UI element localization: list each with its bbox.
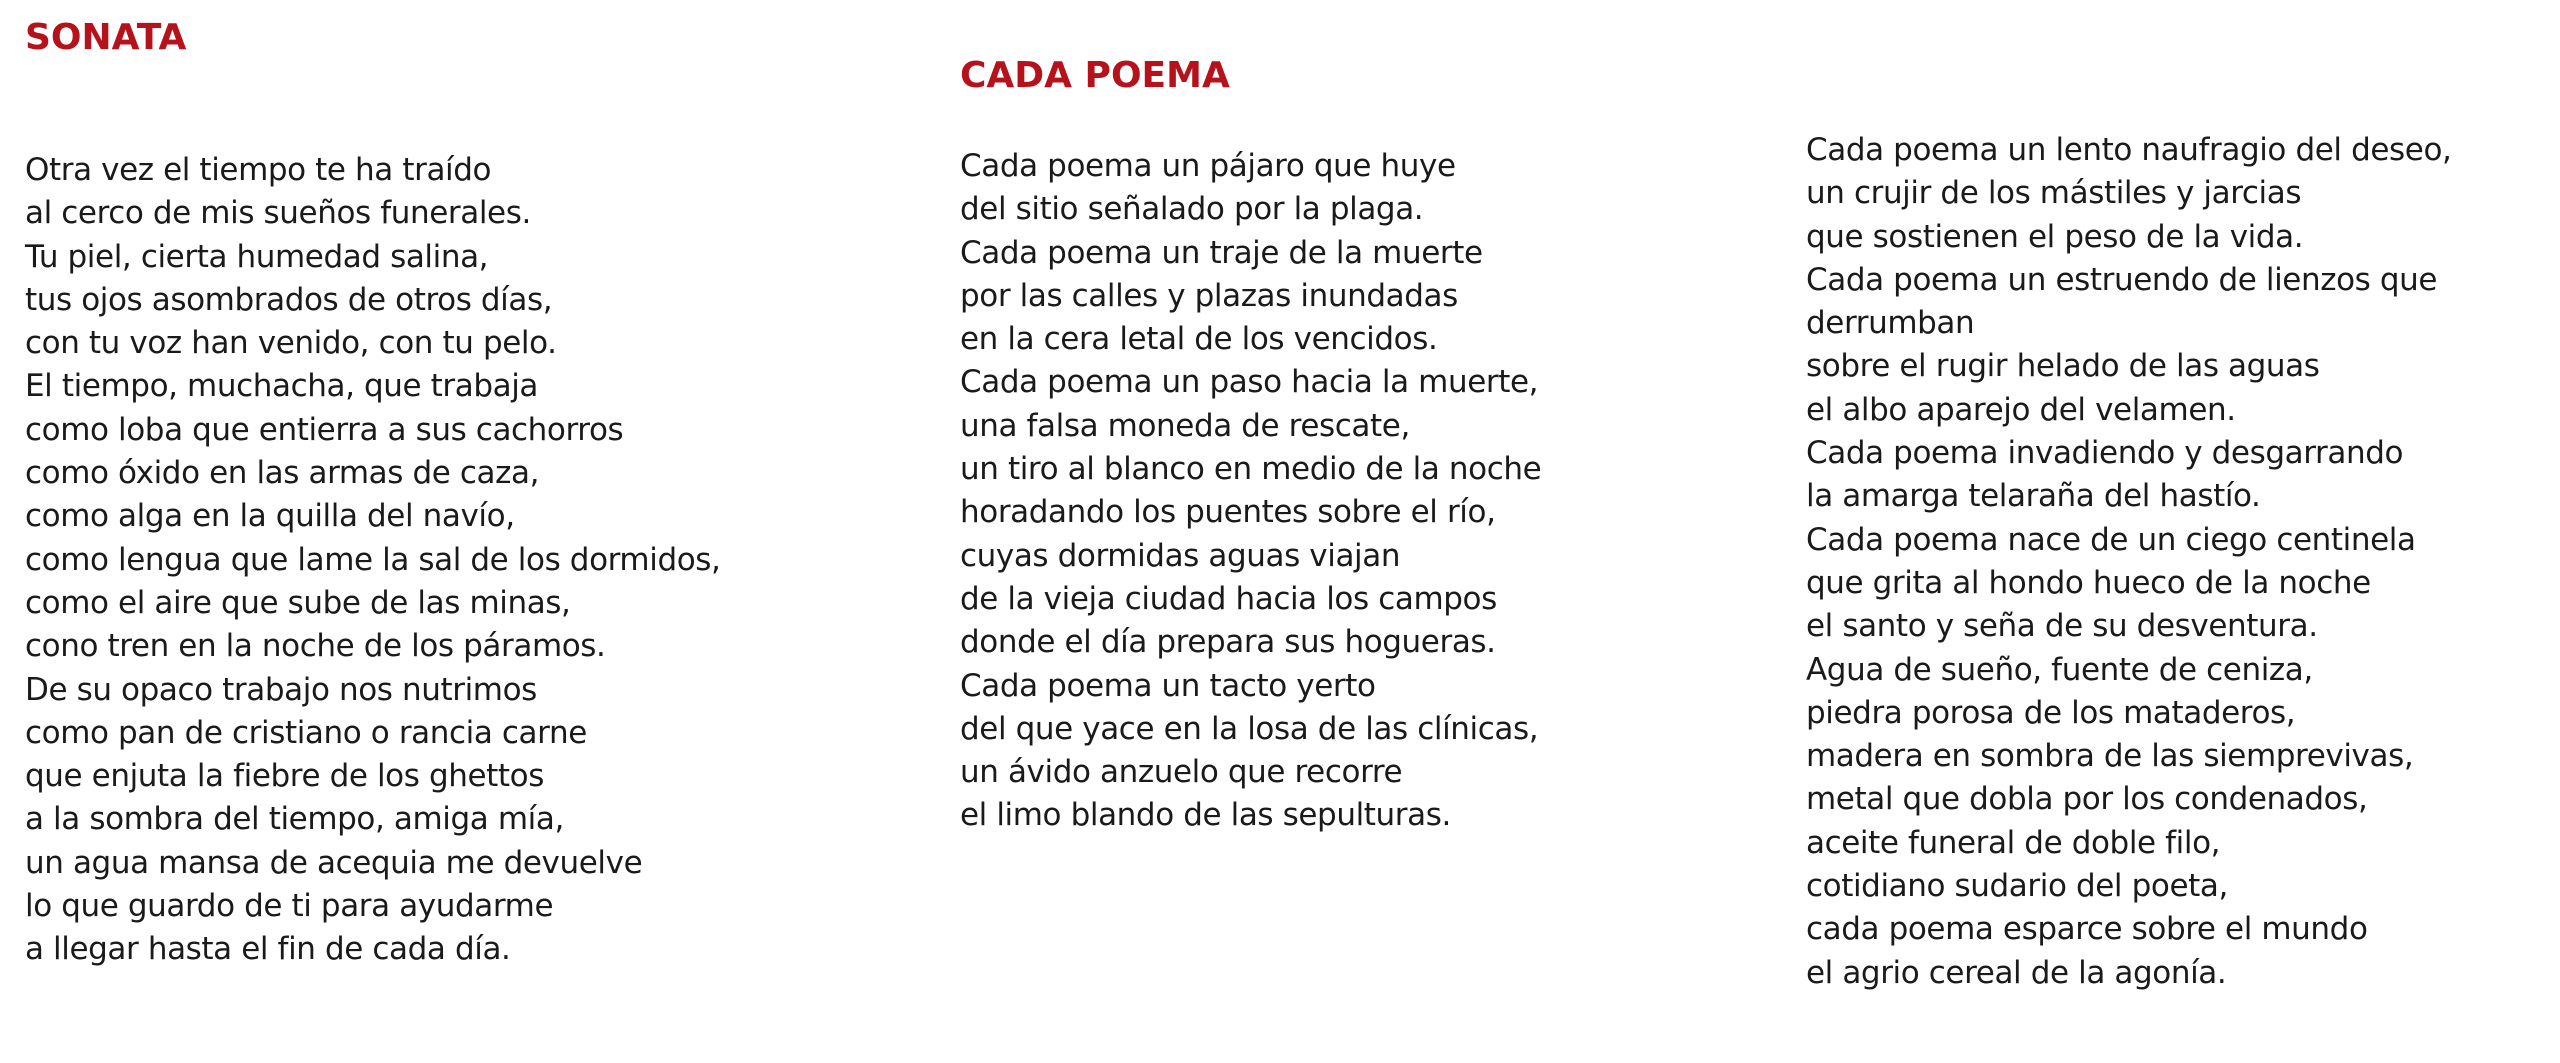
poem-line: El tiempo, muchacha, que trabaja <box>25 368 539 405</box>
poem-line: como alga en la quilla del navío, <box>25 498 515 535</box>
poem-line: por las calles y plazas inundadas <box>960 277 1458 314</box>
poem-line: de la vieja ciudad hacia los campos <box>960 580 1497 617</box>
poem-line: un tiro al blanco en medio de la noche <box>960 451 1542 488</box>
poem-line: De su opaco trabajo nos nutrimos <box>25 671 537 708</box>
poem-line: del que yace en la losa de las clínicas, <box>960 710 1539 747</box>
poem-line: sobre el rugir helado de las aguas <box>1806 348 2320 385</box>
poem-line: tus ojos asombrados de otros días, <box>25 281 553 318</box>
poem-line: cuyas dormidas aguas viajan <box>960 537 1401 574</box>
poem-line: cono tren en la noche de los páramos. <box>25 628 606 665</box>
poem-line: Cada poema un traje de la muerte <box>960 234 1483 271</box>
poem-line: al cerco de mis sueños funerales. <box>25 195 531 232</box>
poem-line: en la cera letal de los vencidos. <box>960 321 1438 358</box>
poem-line: como lengua que lame la sal de los dormidos, <box>25 541 721 578</box>
poem-body <box>25 149 721 972</box>
poem-line: aceite funeral de doble filo, <box>1806 824 2221 861</box>
poem-line: el agrio cereal de la agonía. <box>1806 954 2227 991</box>
poem-line: un crujir de los mástiles y jarcias <box>1806 175 2302 212</box>
poem-title: SONATA <box>25 17 187 58</box>
poem-body <box>960 145 1541 838</box>
poem-line: del sitio señalado por la plaga. <box>960 191 1424 228</box>
poem-line: que sostienen el peso de la vida. <box>1806 218 2304 255</box>
poem-line: donde el día prepara sus hogueras. <box>960 624 1496 661</box>
poem-line: el santo y seña de su desventura. <box>1806 608 2318 645</box>
poem-line: Tu piel, cierta humedad salina, <box>25 238 489 275</box>
poem-line: la amarga telaraña del hastío. <box>1806 478 2261 515</box>
poem-line: madera en sombra de las siemprevivas, <box>1806 738 2414 775</box>
poem-line: Agua de sueño, fuente de ceniza, <box>1806 651 2313 688</box>
poem-line: que enjuta la fiebre de los ghettos <box>25 758 544 795</box>
poem-title: CADA POEMA <box>960 55 1230 96</box>
poem-line: Cada poema un lento naufragio del deseo, <box>1806 132 2452 168</box>
poem-line: con tu voz han venido, con tu pelo. <box>25 325 557 362</box>
poem-line: como pan de cristiano o rancia carne <box>25 714 587 751</box>
poem-line: Cada poema un estruendo de lienzos que <box>1806 261 2438 298</box>
poem-line: piedra porosa de los mataderos, <box>1806 694 2296 731</box>
poem-line: como el aire que sube de las minas, <box>25 584 571 621</box>
poem-line: metal que dobla por los condenados, <box>1806 781 2368 818</box>
poem-line: Cada poema invadiendo y desgarrando <box>1806 435 2404 472</box>
poem-line: cotidiano sudario del poeta, <box>1806 868 2228 905</box>
poem-line: como óxido en las armas de caza, <box>25 455 540 492</box>
poem-line: a la sombra del tiempo, amiga mía, <box>25 801 564 838</box>
poem-line: como loba que entierra a sus cachorros <box>25 411 624 448</box>
poem-line: lo que guardo de ti para ayudarme <box>25 888 554 925</box>
poem-line: una falsa moneda de rescate, <box>960 407 1410 444</box>
poem-line: Otra vez el tiempo te ha traído <box>25 152 492 188</box>
poem-line: el limo blando de las sepulturas. <box>960 797 1451 834</box>
poem-line: Cada poema un tacto yerto <box>960 667 1376 704</box>
poem-line: a llegar hasta el fin de cada día. <box>25 931 511 968</box>
poem-line: el albo aparejo del velamen. <box>1806 391 2236 428</box>
poem-line: Cada poema nace de un ciego centinela <box>1806 521 2416 558</box>
poem-line: un agua mansa de acequia me devuelve <box>25 844 643 881</box>
poem-line: derrumban <box>1806 305 1975 342</box>
poem-line: Cada poema un paso hacia la muerte, <box>960 364 1539 401</box>
poem-line: Cada poema un pájaro que huye <box>960 148 1456 184</box>
poem-line: que grita al hondo hueco de la noche <box>1806 564 2371 601</box>
poem-line: cada poema esparce sobre el mundo <box>1806 911 2368 948</box>
poem-line: un ávido anzuelo que recorre <box>960 754 1403 791</box>
poem-line: horadando los puentes sobre el río, <box>960 494 1496 531</box>
poem-body <box>1806 129 2451 995</box>
